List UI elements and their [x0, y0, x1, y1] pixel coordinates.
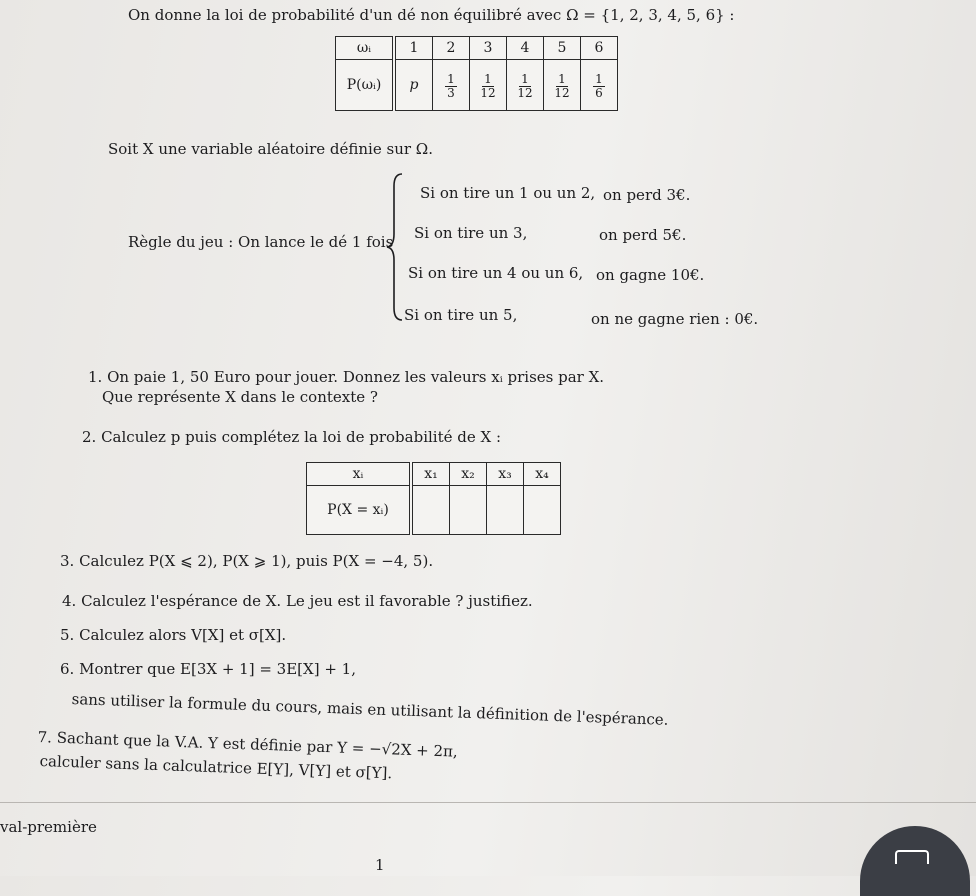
left-brace-icon: [386, 172, 404, 322]
outcome-cell: 3: [470, 37, 507, 60]
outcome-cell: 6: [581, 37, 618, 60]
question-6: 6. Montrer que E[3X + 1] = 3E[X] + 1,: [60, 660, 356, 678]
page-number: 1: [375, 856, 385, 874]
footer-divider: [0, 802, 976, 803]
rule-result: on perd 5€.: [599, 226, 687, 244]
rule-result: on gagne 10€.: [596, 266, 705, 284]
rule-condition: Si on tire un 5,: [404, 306, 518, 324]
probability-cell: $\frac{1}{12}$: [544, 60, 581, 111]
value-row: [307, 463, 561, 486]
value-cell: x₂: [450, 463, 487, 486]
rule-result: on ne gagne rien : 0€.: [591, 310, 759, 328]
footer-label: val-première: [0, 818, 97, 836]
empty-cell[interactable]: [524, 486, 561, 535]
outcome-row: [336, 37, 618, 60]
probability-row: [336, 60, 618, 111]
question-4: 4. Calculez l'espérance de X. Le jeu est il favorable ? justifiez.: [62, 592, 533, 610]
probability-cell: $\frac{1}{12}$: [507, 60, 544, 111]
die-probability-table: [335, 36, 618, 111]
value-cell: x₃: [487, 463, 524, 486]
question-7-part-b: calculer sans la calculatrice E[Y], V[Y] et σ[Y].: [39, 752, 393, 783]
outcome-cell: 4: [507, 37, 544, 60]
x-probability-header: P(X = xᵢ): [307, 486, 412, 535]
question-3: 3. Calculez P(X ⩽ 2), P(X ⩾ 1), puis P(X = −4, 5).: [60, 552, 434, 570]
random-variable-definition: Soit X une variable aléatoire définie sur Ω.: [108, 140, 434, 158]
outcome-cell: 2: [433, 37, 470, 60]
x-probability-row: [307, 486, 561, 535]
question-1: 1. On paie 1, 50 Euro pour jouer. Donnez les valeurs xᵢ prises par X.: [88, 368, 605, 386]
scan-icon: [895, 850, 929, 864]
empty-cell[interactable]: [450, 486, 487, 535]
question-5: 5. Calculez alors V[X] et σ[X].: [60, 626, 287, 644]
x-distribution-table: [306, 462, 561, 535]
empty-cell[interactable]: [411, 486, 450, 535]
probability-header: P(ωᵢ): [336, 60, 395, 111]
outcome-header: ωᵢ: [336, 37, 395, 60]
outcome-cell: 1: [394, 37, 433, 60]
game-rule-label: Règle du jeu : On lance le dé 1 fois: [128, 233, 394, 251]
probability-cell: $\frac{1}{3}$: [433, 60, 470, 111]
question-2: 2. Calculez p puis complétez la loi de probabilité de X :: [82, 428, 502, 446]
empty-cell[interactable]: [487, 486, 524, 535]
rule-condition: Si on tire un 3,: [414, 224, 528, 242]
question-6-part-b: sans utiliser la formule du cours, mais en utilisant la définition de l'espérance.: [71, 690, 669, 729]
value-header: xᵢ: [307, 463, 412, 486]
value-cell: x₁: [411, 463, 450, 486]
outcome-cell: 5: [544, 37, 581, 60]
rule-result: on perd 3€.: [603, 186, 691, 204]
question-1-part-b: Que représente X dans le contexte ?: [102, 388, 378, 406]
probability-cell: $\frac{1}{12}$: [470, 60, 507, 111]
value-cell: x₄: [524, 463, 561, 486]
rule-condition: Si on tire un 1 ou un 2,: [420, 184, 596, 202]
rule-condition: Si on tire un 4 ou un 6,: [408, 264, 584, 282]
question-7: 7. Sachant que la V.A. Y est définie par Y = −√2X + 2π,: [37, 728, 459, 761]
probability-cell: $\frac{1}{6}$: [581, 60, 618, 111]
intro-text: On donne la loi de probabilité d'un dé non équilibré avec Ω = {1, 2, 3, 4, 5, 6} :: [128, 6, 735, 24]
probability-cell: p: [394, 60, 433, 111]
